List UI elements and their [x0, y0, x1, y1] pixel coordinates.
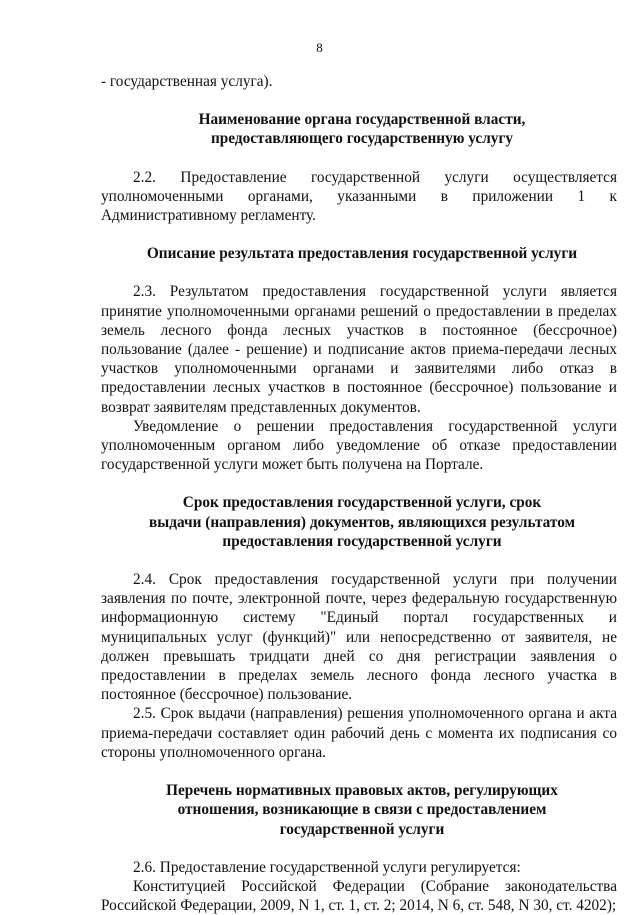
paragraph-constitution: Конституцией Российской Федерации (Собрание законодательства Российской Федерации, 2009, N 1, ст. 1, ст. 2; 2014, N 6, ст. 548, N 30, ст. 4202); [101, 877, 617, 915]
paragraph-2-5: 2.5. Срок выдачи (направления) решения уполномоченного органа и акта приема-передачи составляет один рабочий день с момента их подписания со стороны уполномоченного органа. [101, 705, 617, 761]
heading-line: Перечень нормативных правовых актов, регулирующих [166, 782, 558, 800]
paragraph-2-3: 2.3. Результатом предоставления государственной услуги является принятие уполномоченными органами решений о предоставлении в пределах земель лесного фонда лесных участков в постоянное (бессрочное) пользование (далее - решение) и подписание актов приема-передачи лесных участков уполномоченными органами и заявителями либо отказ в предоставлении лесных участков в постоянное (бессрочное) пользование и возврат заявителям представленных документов. [101, 283, 617, 416]
heading-line: Срок предоставления государственной услуги, срок [182, 494, 542, 512]
heading-line: государственной услуги [279, 820, 445, 838]
heading-line: Наименование органа государственной власти, [198, 111, 526, 129]
page-number: 8 [316, 40, 323, 55]
paragraph-2-6: 2.6. Предоставление государственной услуги регулируется: [133, 858, 521, 876]
section-heading-result [101, 244, 617, 263]
section-heading-deadline [101, 493, 617, 551]
heading-line: предоставления государственной услуги [222, 532, 502, 550]
document-body [101, 72, 617, 915]
heading-line: отношения, возникающие в связи с предоставлением [177, 801, 547, 819]
paragraph-notification: Уведомление о решении предоставления государственной услуги уполномоченным органом либо уведомление об отказе предоставлении государственной услуги может быть получена на Портале. [101, 417, 617, 474]
section-heading-authority [101, 110, 617, 148]
heading-line: Описание результата предоставления государственной услуги [146, 245, 578, 263]
section-heading-legal-acts [101, 781, 617, 839]
paragraph-continuation: - государственная услуга). [101, 73, 273, 90]
paragraph-2-2: 2.2. Предоставление государственной услуги осуществляется уполномоченными органами, указанными в приложении 1 к Административному регламенту. [101, 168, 617, 225]
heading-line: предоставляющего государственную услугу [210, 130, 514, 148]
paragraph-2-4: 2.4. Срок предоставления государственной услуги при получении заявления по почте, электронной почте, через федеральную государственную информационную систему "Единый портал государственных и муниципальных услуг (функций)" или непосредственно от заявителя, не должен превышать тридцати дней со дня регистрации заявления о предоставлении в пределах земель лесного фонда лесного участка в постоянное (бессрочное) пользование. [101, 571, 617, 704]
heading-line: выдачи (направления) документов, являющихся результатом [149, 513, 575, 531]
